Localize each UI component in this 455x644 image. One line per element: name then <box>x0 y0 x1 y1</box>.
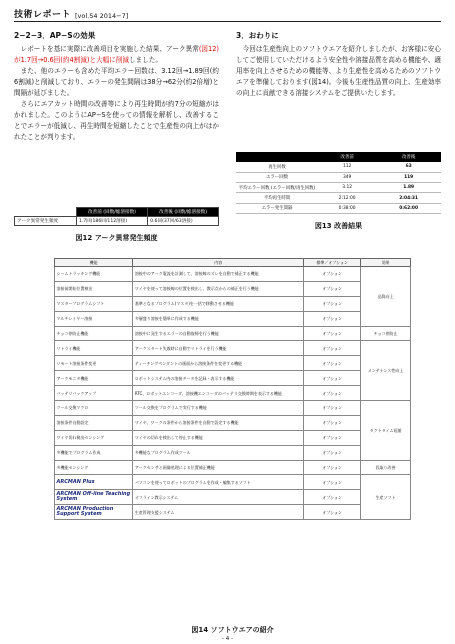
table-cell: 63 <box>376 162 441 172</box>
function-description: アークセンサと画像処理による位置補正機能 <box>133 460 304 475</box>
function-description: 溶接中のアーク電流を計測して、溶接線のズレを自動で補正する機能 <box>133 267 304 282</box>
table-row <box>55 415 411 430</box>
column-header: 改善後 <box>376 152 441 162</box>
page-header <box>14 8 441 22</box>
table-row <box>55 371 411 386</box>
row-label: 平均再生時間 <box>236 193 318 203</box>
option-status: オプション <box>304 490 361 505</box>
figure-13-caption: 図13 改善結果 <box>314 221 363 230</box>
table-row <box>55 326 411 341</box>
table-cell: 349 <box>318 172 376 182</box>
effects-paragraph-3: さらにエアカット時間の改善等により再生時間が約7分の短縮がはかれました。このようにAP−Sを使っての情報を解析し、改善することでエラーが低減し、再生時間を短縮したことで生産性の向上がはかれたことが判ります。 <box>14 100 219 141</box>
volume-label: [vol.54 2014−7] <box>75 12 129 20</box>
figure-12 <box>14 207 219 243</box>
option-status: オプション <box>304 296 361 311</box>
function-name: 多機能センシング <box>55 460 133 475</box>
function-name: ARCMAN Production Support System <box>55 505 133 520</box>
function-name: リモート溶接条件変更 <box>55 356 133 371</box>
left-column <box>14 30 219 143</box>
function-name: ARCMAN Plus <box>55 475 133 490</box>
function-name: ツール交換マクロ <box>55 401 133 416</box>
table-row <box>55 386 411 401</box>
function-name: 溶接前開始位置検出 <box>55 281 133 296</box>
table-cell: 0:62:00 <box>376 203 441 213</box>
table-row <box>55 311 411 326</box>
table-cell: 2:12:00 <box>318 193 376 203</box>
function-name: マルチレイヤー溶接 <box>55 311 133 326</box>
table-row <box>55 267 411 282</box>
option-status: オプション <box>304 460 361 475</box>
column-header: 機能 <box>55 259 133 267</box>
table-row <box>55 430 411 445</box>
option-status: オプション <box>304 386 361 401</box>
function-name: チョコ停防止機能 <box>55 326 133 341</box>
table-row <box>55 296 411 311</box>
function-description: 多機能なプログラム作成ツール <box>133 445 304 460</box>
table-row <box>236 193 441 203</box>
function-description: ツール交換をプログラムで実行する機能 <box>133 401 304 416</box>
table-row <box>55 490 411 505</box>
arc-error-table <box>14 207 219 226</box>
option-status: オプション <box>304 341 361 356</box>
effects-paragraph-1: レポートを基に実際に改善項目を実施した結果、アーク異常(図12)が1.7回→0.6回(約4割減)と大幅に削減しました。 <box>14 45 219 64</box>
effects-text <box>14 44 219 143</box>
function-description: アークスタート失敗時に自動でリトライを行う機能 <box>133 341 304 356</box>
row-label: エラー回数 <box>236 172 318 182</box>
option-status: オプション <box>304 430 361 445</box>
function-description: オフライン教示システム <box>133 490 304 505</box>
function-name: マスタープログラムシフト <box>55 296 133 311</box>
effect-category: 生産ソフト <box>361 475 411 520</box>
table-row <box>55 505 411 520</box>
effects-paragraph-2: また、他のエラーも含めた平均エラー回数は、3.12回→1.89回(約6割減)と削減しており、エラーの発生間隔は38分→62分(約2倍増)と間隔が延びました。 <box>14 67 219 97</box>
table-cell: 0:38:00 <box>318 203 376 213</box>
figure-14 <box>54 258 411 520</box>
option-status: オプション <box>304 401 361 416</box>
table-row <box>236 162 441 172</box>
figure-12-caption: 図12 アーク異常発生頻度 <box>75 234 158 242</box>
option-status: オプション <box>304 415 361 430</box>
effect-category: 品質向上 <box>361 267 411 327</box>
table-cell: 119 <box>376 172 441 182</box>
column-header: 効果 <box>361 259 411 267</box>
table-row <box>55 460 411 475</box>
table-row <box>236 172 441 182</box>
column-header: 改善後 (回数/総溶接数) <box>148 208 219 217</box>
function-description: 溶接中に発生するエラーの自動復帰を行う機能 <box>133 326 304 341</box>
function-description: ワイヤの切れを検出して停止する機能 <box>133 430 304 445</box>
function-name: 溶接条件自動設定 <box>55 415 133 430</box>
table-cell: 112 <box>318 162 376 172</box>
highlighted-result: (図12)が1.7回→0.6回(約4割減)と大幅に削減 <box>14 45 219 64</box>
option-status: オプション <box>304 475 361 490</box>
table-row <box>236 203 441 213</box>
function-description: 基準となるプログラム(マスタ)を一括で移動させる機能 <box>133 296 304 311</box>
option-status: オプション <box>304 371 361 386</box>
effect-category: チョコ停防止 <box>361 326 411 341</box>
software-table <box>54 258 411 520</box>
function-name: アークモニタ機能 <box>55 371 133 386</box>
row-label: エラー発生間隔 <box>236 203 318 213</box>
figure-13 <box>236 152 441 231</box>
improvement-table <box>236 152 441 214</box>
function-description: ワイヤ、ワークの条件から溶接条件を自動で設定する機能 <box>133 415 304 430</box>
option-status: オプション <box>304 356 361 371</box>
conclusion-text <box>236 44 441 99</box>
effect-category: メンテナンス性向上 <box>361 341 411 401</box>
table-row <box>55 445 411 460</box>
table-cell: 1.89 <box>376 183 441 193</box>
table-row: アーク異常発生頻度 1.7回(186回/112溶接) 0.6回(37回/63溶接) <box>15 217 219 226</box>
report-label: 技術レポート <box>14 10 72 20</box>
table-row <box>236 183 441 193</box>
function-name: 多機能でプログラム作成 <box>55 445 133 460</box>
page-number: - 4 - <box>222 636 233 642</box>
option-status: オプション <box>304 267 361 282</box>
effect-category: 段取り改善 <box>361 460 411 475</box>
figure-14-caption: 図14 ソフトウエアの紹介 <box>191 626 274 634</box>
function-description: ティーチングペンダントの画面から溶接条件を変更する機能 <box>133 356 304 371</box>
table-cell: 3.12 <box>318 183 376 193</box>
function-description: RTC、ロボットエンコーダ、溶接機エンコーダのバッテリ交換時期を表示する機能 <box>133 386 304 401</box>
function-description: パソコンを使ってロボットのプログラムを作成・編集するソフト <box>133 475 304 490</box>
option-status: オプション <box>304 281 361 296</box>
column-header: 改善前 (回数/総溶接数) <box>76 208 147 217</box>
function-description: ワイヤを使って溶接線の位置を検出し、教示点からの補正を行う機能 <box>133 281 304 296</box>
option-status: オプション <box>304 505 361 520</box>
function-name: リトライ機能 <box>55 341 133 356</box>
function-name: シームトラッキング機能 <box>55 267 133 282</box>
table-row <box>55 356 411 371</box>
table-row <box>55 341 411 356</box>
option-status: オプション <box>304 311 361 326</box>
table-row <box>55 401 411 416</box>
effect-category: タクトタイム短縮 <box>361 401 411 461</box>
option-status: オプション <box>304 445 361 460</box>
column-header: 内容 <box>133 259 304 267</box>
section-heading-conclusion: 3．おわりに <box>236 31 279 40</box>
row-label: 平均エラー回数 (エラー回数/再生回数) <box>236 183 318 193</box>
option-status: オプション <box>304 326 361 341</box>
function-description: 生産管理支援システム <box>133 505 304 520</box>
table-row <box>55 475 411 490</box>
section-heading-effects: 2−2−3．AP−Sの効果 <box>14 31 96 40</box>
function-description: 多層盛り溶接を簡単に作成する機能 <box>133 311 304 326</box>
function-name: バッテリバックアップ <box>55 386 133 401</box>
column-header: 改善前 <box>318 152 376 162</box>
right-column <box>236 30 441 99</box>
conclusion-paragraph: 今回は生産性向上のソフトウエアを紹介しましたが、お客様に安心してご使用していただけるよう安全性や溶接品質を高める機能や、適用率を向上させるための機能等、より生産性を高めるためのソフトウエアを準備しております(図14)。今後も生産性品質の向上、生産効率の向上に貢献できる溶接システムをご提供いたします。 <box>236 45 441 97</box>
function-name: ARCMAN Off-line Teaching System <box>55 490 133 505</box>
column-header: 標準／オプション <box>304 259 361 267</box>
table-cell: 2:04:31 <box>376 193 441 203</box>
table-row <box>55 281 411 296</box>
function-description: ロボットシステム内の溶接データを記録・表示する機能 <box>133 371 304 386</box>
function-name: ワイヤ切れ検出センシング <box>55 430 133 445</box>
row-label: 再生回数 <box>236 162 318 172</box>
